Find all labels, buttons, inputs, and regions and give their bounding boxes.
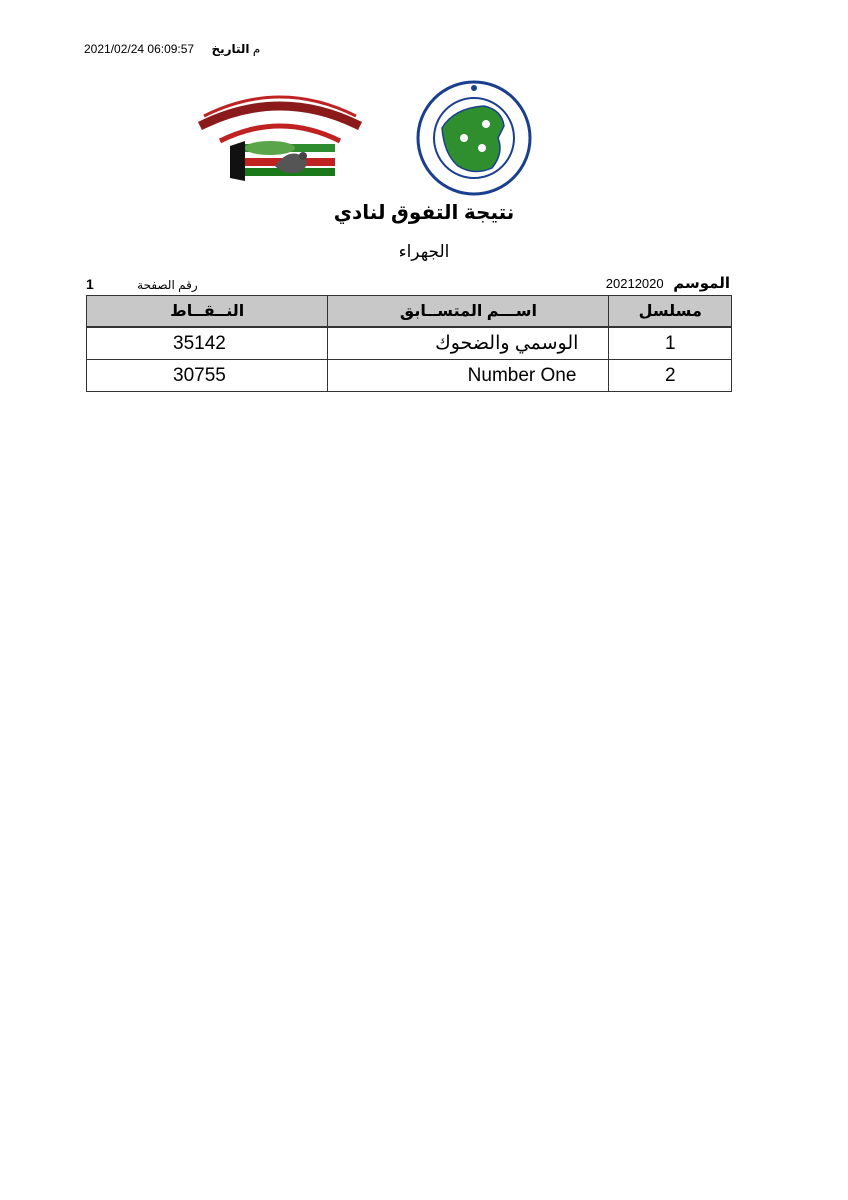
- page-number-info: [86, 276, 238, 292]
- report-title: نتيجة التفوق لنادي: [333, 202, 515, 224]
- results-table: [86, 295, 732, 392]
- row-name: الوسمي والضحوك: [328, 327, 609, 360]
- page-label: رقم الصفحة: [137, 278, 198, 292]
- row-points: 35142: [87, 327, 328, 360]
- federation-seal: [414, 78, 534, 198]
- row-serial: 2: [609, 360, 732, 392]
- header-name: اســـم المتســابق: [328, 296, 609, 328]
- header-points: النــقــاط: [87, 296, 328, 328]
- date-value: 2021/02/24 06:09:57 م: [84, 42, 261, 56]
- row-serial: 1: [609, 327, 732, 360]
- table-row: [87, 360, 732, 392]
- row-points: 30755: [87, 360, 328, 392]
- season-value: 20212020: [605, 276, 664, 291]
- page-number: 1: [86, 276, 94, 292]
- club-logo: [190, 86, 370, 191]
- header-serial: مسلسل: [609, 296, 732, 328]
- club-name: الجهراء: [398, 242, 450, 261]
- table-header-row: [87, 296, 732, 328]
- table-row: [87, 327, 732, 360]
- season-label: الموسم: [673, 275, 730, 292]
- row-name: Number One: [328, 360, 609, 392]
- season-info: [606, 274, 730, 292]
- date-label: التاريخ: [211, 42, 250, 56]
- report-date: [84, 42, 260, 56]
